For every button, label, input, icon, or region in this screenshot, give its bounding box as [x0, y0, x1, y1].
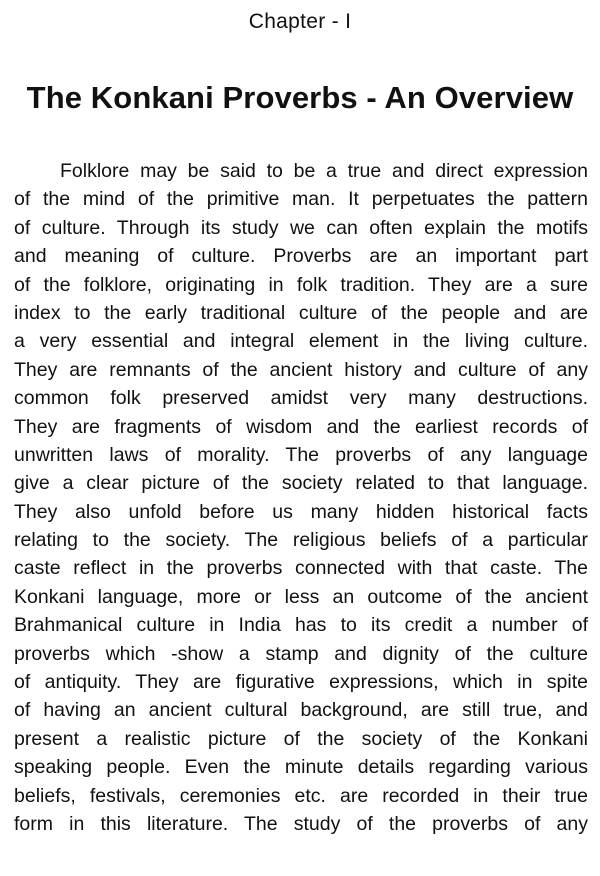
- paragraph-line: and meaning of culture. Proverbs are an important part: [14, 245, 588, 268]
- paragraph-line: present a realistic picture of the society of the Konkani: [14, 727, 588, 750]
- paragraph-line: form in this literature. The study of the proverbs of any: [14, 812, 588, 835]
- paragraph-line: They are remnants of the ancient history and culture of any: [14, 358, 588, 381]
- paragraph-line: a very essential and integral element in the living culture.: [14, 330, 588, 353]
- paragraph-line: of culture. Through its study we can often explain the motifs: [14, 216, 588, 239]
- paragraph-line: of having an ancient cultural background, are still true, and: [14, 699, 588, 722]
- paragraph-line: of antiquity. They are figurative expressions, which in spite: [14, 671, 588, 694]
- paragraph-line: common folk preserved amidst very many destructions.: [14, 387, 588, 410]
- paragraph-line: Konkani language, more or less an outcome of the ancient: [14, 585, 588, 608]
- paragraph-line: beliefs, festivals, ceremonies etc. are recorded in their true: [14, 784, 588, 807]
- paragraph-line: unwritten laws of morality. The proverbs of any language: [14, 443, 588, 466]
- paragraph-line: of the mind of the primitive man. It perpetuates the pattern: [14, 188, 588, 211]
- paragraph-line: Folklore may be said to be a true and direct expression: [60, 160, 588, 182]
- body-paragraph: [14, 157, 588, 838]
- paragraph-line: They also unfold before us many hidden historical facts: [14, 500, 588, 523]
- paragraph-line: They are fragments of wisdom and the earliest records of: [14, 415, 588, 438]
- paragraph-line: Brahmanical culture in India has to its credit a number of: [14, 614, 588, 637]
- paragraph-line: give a clear picture of the society related to that language.: [14, 472, 588, 495]
- paragraph-line: of the folklore, originating in folk tradition. They are a sure: [14, 273, 588, 296]
- paragraph-line: speaking people. Even the minute details regarding various: [14, 756, 588, 779]
- paragraph-line: proverbs which -show a stamp and dignity of the culture: [14, 642, 588, 665]
- chapter-title: The Konkani Proverbs - An Overview: [26, 80, 574, 115]
- paragraph-line: index to the early traditional culture of the people and are: [14, 301, 588, 324]
- chapter-label: Chapter - I: [248, 10, 352, 33]
- paragraph-line: caste reflect in the proverbs connected with that caste. The: [14, 557, 588, 580]
- paragraph-line: relating to the society. The religious beliefs of a particular: [14, 529, 588, 552]
